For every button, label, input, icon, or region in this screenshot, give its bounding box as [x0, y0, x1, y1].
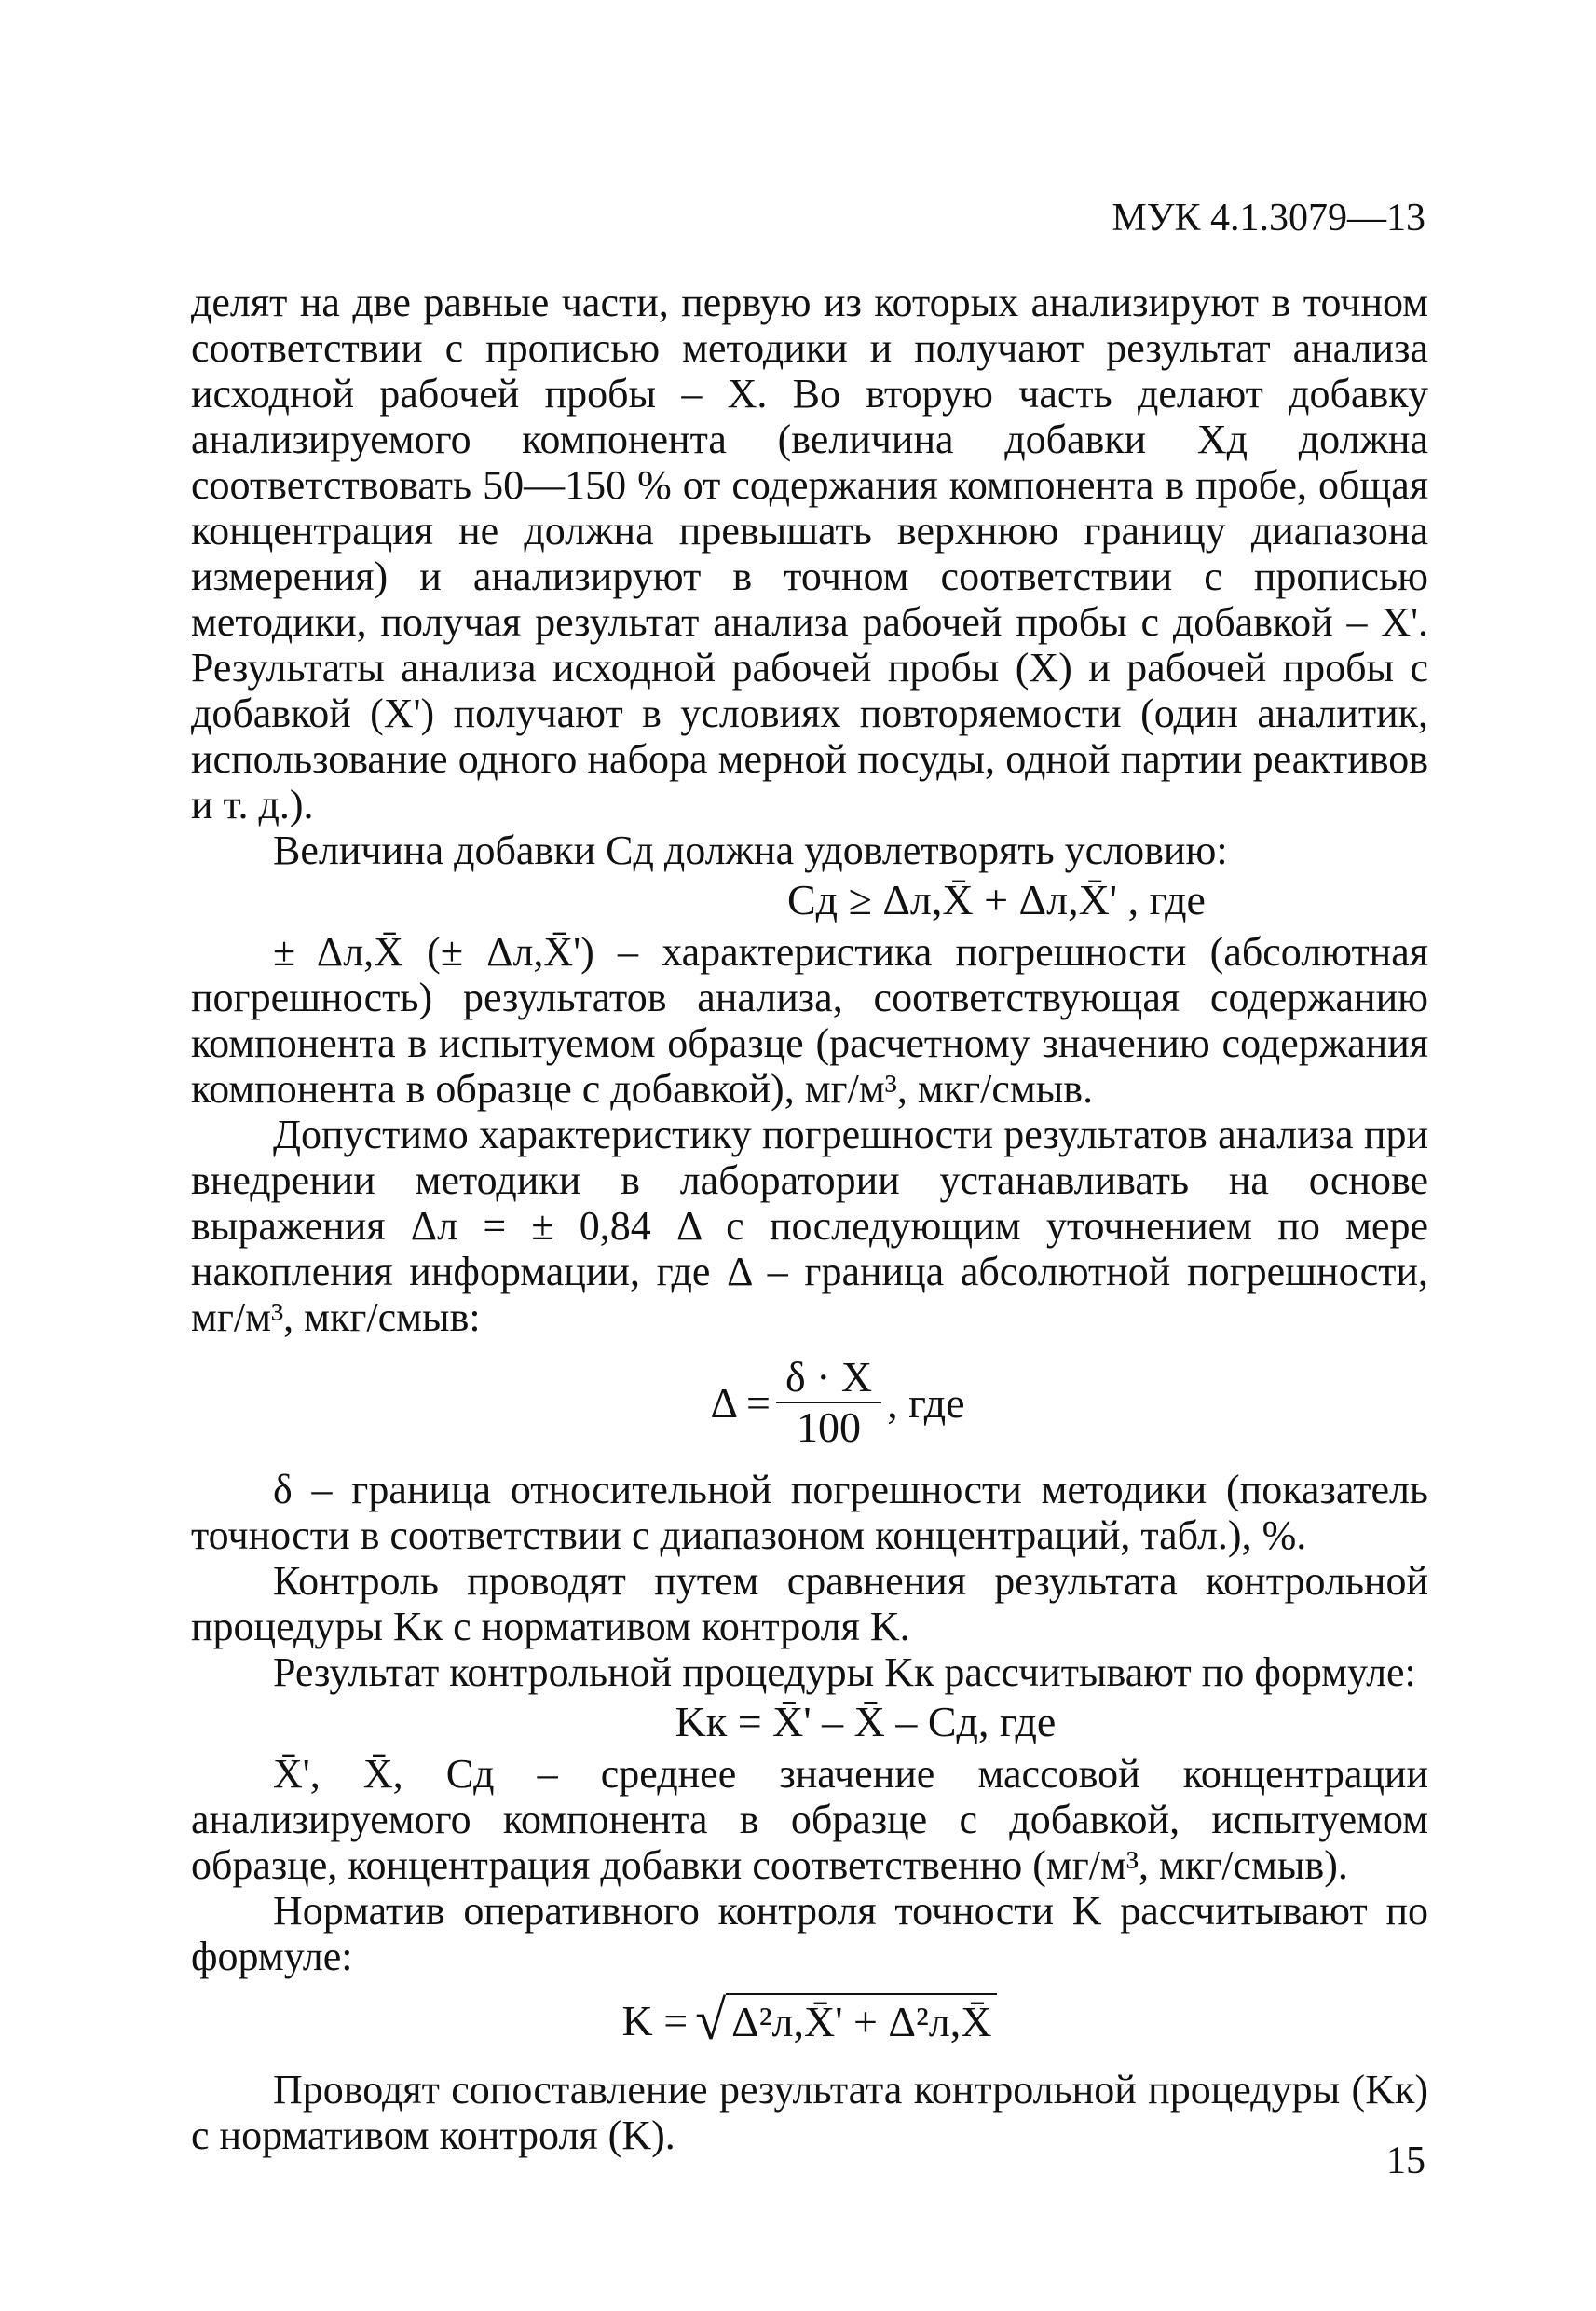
formula-control-result: Kк = X̄' – X̄ – Cд, где — [675, 1698, 1057, 1745]
paragraph-additive-condition: Величина добавки Cд должна удовлетворять условию: — [273, 827, 1228, 873]
page-body — [191, 280, 1428, 2158]
formula-control-norm — [191, 1990, 1428, 2051]
formula-additive-condition: Cд ≥ Δл,X̄ + Δл,X̄' , где — [787, 876, 1206, 923]
fraction-denominator: 100 — [797, 1403, 862, 1451]
formula-absolute-error-right: , где — [887, 1378, 965, 1427]
square-root-icon: √ — [695, 1990, 727, 2051]
paragraph-control-norm: Норматив оперативного контроля точности K рассчитывают по формуле: — [191, 1888, 1428, 1979]
paragraph-relative-error: δ – граница относительной погрешности методики (показатель точности в соответствии с диапазоном концентраций, табл.), %. — [191, 1467, 1428, 1558]
formula-absolute-error-left: Δ = — [710, 1378, 771, 1427]
formula-absolute-error — [191, 1353, 1428, 1452]
paragraph-control-result: Результат контрольной процедуры Kк рассчитывают по формуле: — [273, 1649, 1416, 1695]
fraction — [776, 1353, 881, 1452]
paragraph-error-estimation: Допустимо характеристику погрешности результатов анализа при внедрении методики в лаборатории устанавливать на основе выражения Δл = ± 0,84 Δ с последующим уточнением по мере накопления информации, где Δ – граница абсолютной погрешности, мг/м³, мкг/смыв: — [191, 1112, 1428, 1340]
paragraph-comparison: Проводят сопоставление результата контрольной процедуры (Kк) с нормативом контроля (K). — [191, 2067, 1428, 2158]
square-root-radicand: Δ²л,X̄' + Δ²л,X̄ — [726, 1993, 997, 2047]
page-number: 15 — [1386, 2140, 1425, 2182]
paragraph-control-comparison: Контроль проводят путем сравнения результата контрольной процедуры Kк с нормативом контроля K. — [191, 1558, 1428, 1649]
formula-control-norm-left: K = — [621, 1996, 689, 2044]
paragraph-sample-preparation: делят на две равные части, первую из которых анализируют в точном соответствии с прописью методики и получают результат анализа исходной рабочей пробы – X. Во вторую часть делают добавку анализируемого компонента (величина добавки Xд должна соответствовать 50—150 % от содержания компонента в пробе, общая концентрация не должна превышать верхнюю границу диапазона измерения) и анализируют в точном соответствии с прописью методики, получая результат анализа рабочей пробы с добавкой – X'. Результаты анализа исходной рабочей пробы (X) и рабочей пробы с добавкой (X') получают в условиях повторяемости (один аналитик, использование одного набора мерной посуды, одной партии реактивов и т. д.). — [191, 280, 1428, 827]
document-code-header: МУК 4.1.3079—13 — [1112, 197, 1425, 239]
fraction-numerator: δ · X — [784, 1353, 873, 1401]
paragraph-error-characteristic: ± Δл,X̄ (± Δл,X̄') – характеристика погрешности (абсолютная погрешность) результатов анализа, соответствующая содержанию компонента в испытуемом образце (расчетному значению содержания компонента в образце с добавкой), мг/м³, мкг/смыв. — [191, 929, 1428, 1112]
paragraph-mean-values: X̄', X̄, Cд – среднее значение массовой концентрации анализируемого компонента в образце с добавкой, испытуемом образце, концентрация добавки соответственно (мг/м³, мкг/смыв). — [191, 1751, 1428, 1888]
